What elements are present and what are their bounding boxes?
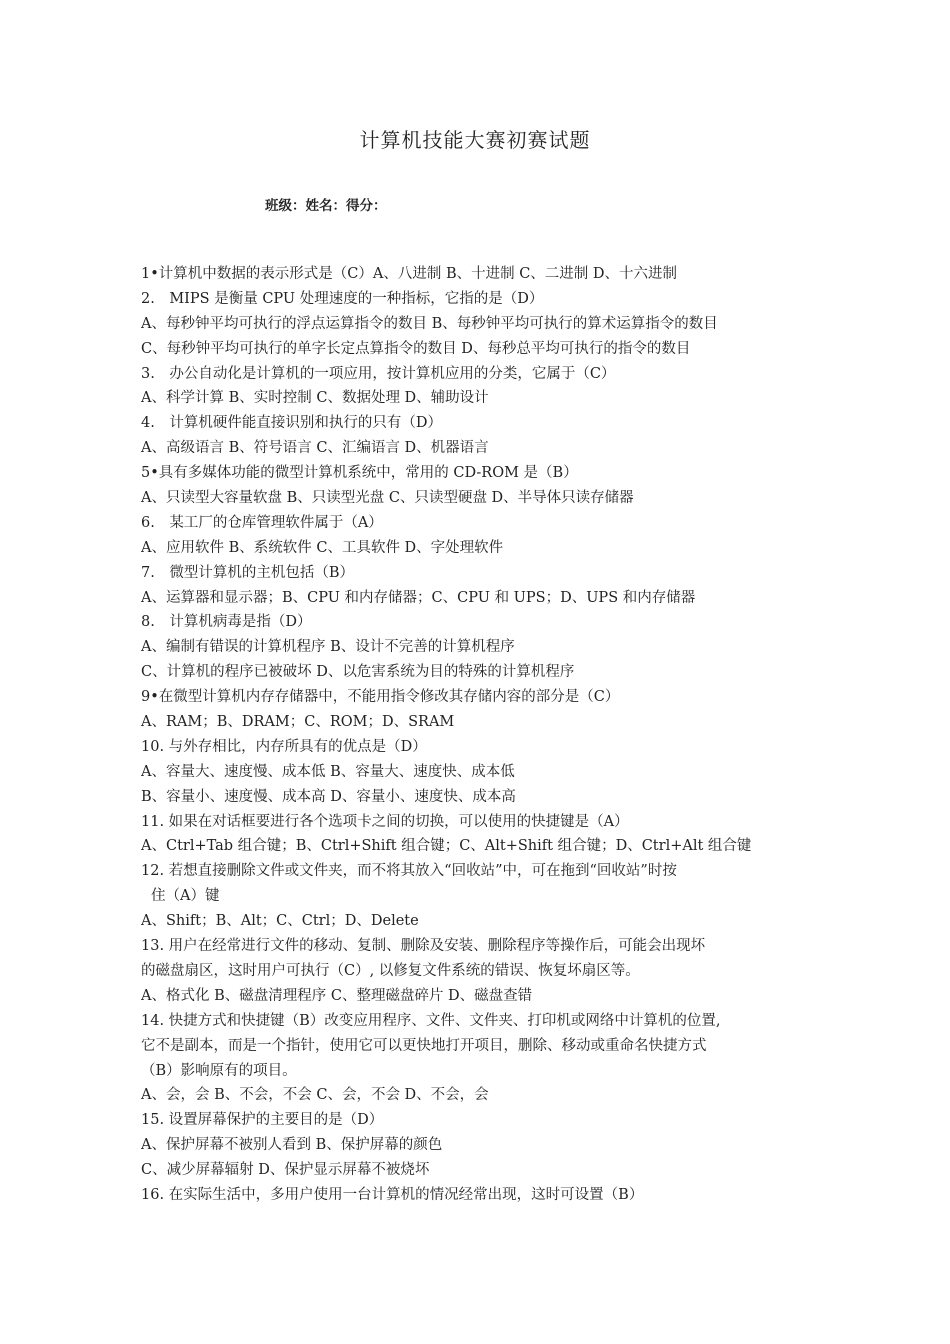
text-line: 13. 用户在经常进行文件的移动、复制、删除及安装、删除程序等操作后，可能会出现坏 <box>141 938 706 955</box>
text-line: 12. 若想直接删除文件或文件夹，而不将其放入“回收站”中，可在拖到“回收站”时按 <box>141 863 677 880</box>
question-list <box>141 262 831 1208</box>
text-line: C、减少屏幕辐射 D、保护显示屏幕不被烧坏 <box>141 1162 430 1179</box>
text-line: A、格式化 B、磁盘清理程序 C、整理磁盘碎片 D、磁盘查错 <box>141 987 533 1004</box>
text-line: （B）影响原有的项目。 <box>141 1062 297 1079</box>
text-line: 15. 设置屏幕保护的主要目的是（D） <box>141 1112 384 1129</box>
text-line: A、编制有错误的计算机程序 B、设计不完善的计算机程序 <box>141 639 515 656</box>
text-line: A、保护屏幕不被别人看到 B、保护屏幕的颜色 <box>141 1137 443 1154</box>
text-line: C、计算机的程序已被破坏 D、以危害系统为目的特殊的计算机程序 <box>141 664 575 681</box>
text-line: 5•具有多媒体功能的微型计算机系统中，常用的 CD-ROM 是（B） <box>141 465 578 482</box>
text-line: 4. 计算机硬件能直接识别和执行的只有（D） <box>141 415 442 432</box>
text-line: A、应用软件 B、系统软件 C、工具软件 D、字处理软件 <box>141 539 504 556</box>
text-line: 6. 某工厂的仓库管理软件属于（A） <box>141 514 383 531</box>
text-line: 16. 在实际生活中，多用户使用一台计算机的情况经常出现，这时可设置（B） <box>141 1186 644 1203</box>
text-line: A、Ctrl+Tab 组合键；B、Ctrl+Shift 组合键；C、Alt+Shift 组合键；D、Ctrl+Alt 组合键 <box>141 838 752 855</box>
text-line: 1•计算机中数据的表示形式是（C）A、八进制 B、十进制 C、二进制 D、十六进制 <box>141 266 678 282</box>
text-line: A、高级语言 B、符号语言 C、汇编语言 D、机器语言 <box>141 440 489 457</box>
text-line: 2. MIPS 是衡量 CPU 处理速度的一种指标，它指的是（D） <box>141 290 544 307</box>
text-line: A、运算器和显示器；B、CPU 和内存储器；C、CPU 和 UPS；D、UPS 和内存储器 <box>141 589 696 606</box>
text-line: B、容量小、速度慢、成本高 D、容量小、速度快、成本高 <box>141 788 516 805</box>
text-line: 11. 如果在对话框要进行各个选项卡之间的切换，可以使用的快捷键是（A） <box>141 813 629 830</box>
text-line: A、RAM；B、DRAM；C、ROM；D、SRAM <box>141 714 455 731</box>
text-line: A、会，会 B、不会，不会 C、会，不会 D、不会，会 <box>141 1087 489 1104</box>
text-line: 的磁盘扇区，这时用户可执行（C）, 以修复文件系统的错误、恢复坏扇区等。 <box>141 962 640 979</box>
text-line: A、每秒钟平均可执行的浮点运算指令的数目 B、每秒钟平均可执行的算术运算指令的数目 <box>141 315 718 332</box>
text-line: 9•在微型计算机内存存储器中，不能用指令修改其存储内容的部分是（C） <box>141 689 620 706</box>
page-title: 计算机技能大赛初赛试题 <box>359 128 591 152</box>
text-line: 住（A）键 <box>151 888 220 905</box>
text-line: 它不是副本，而是一个指针，使用它可以更快地打开项目，删除、移动或重命名快捷方式 <box>141 1037 707 1054</box>
text-line: 8. 计算机病毒是指（D） <box>141 614 312 631</box>
text-line: A、科学计算 B、实时控制 C、数据处理 D、辅助设计 <box>141 390 489 407</box>
text-line: A、只读型大容量软盘 B、只读型光盘 C、只读型硬盘 D、半导体只读存储器 <box>141 490 634 507</box>
text-line: A、容量大、速度慢、成本低 B、容量大、速度快、成本低 <box>141 763 515 780</box>
text-line: 3. 办公自动化是计算机的一项应用，按计算机应用的分类，它属于（C） <box>141 365 616 382</box>
class-name-score-line: 班级：姓名：得分： <box>265 198 387 214</box>
text-line: 14. 快捷方式和快捷键（B）改变应用程序、文件、文件夹、打印机或网络中计算机的位置, <box>141 1012 721 1029</box>
text-line: 10. 与外存相比，内存所具有的优点是（D） <box>141 738 427 755</box>
text-line: C、每秒钟平均可执行的单字长定点算指令的数目 D、每秒总平均可执行的指令的数目 <box>141 340 691 357</box>
text-line: 7. 微型计算机的主机包括（B） <box>141 564 354 581</box>
text-line: A、Shift；B、Alt；C、Ctrl；D、Delete <box>141 913 419 930</box>
